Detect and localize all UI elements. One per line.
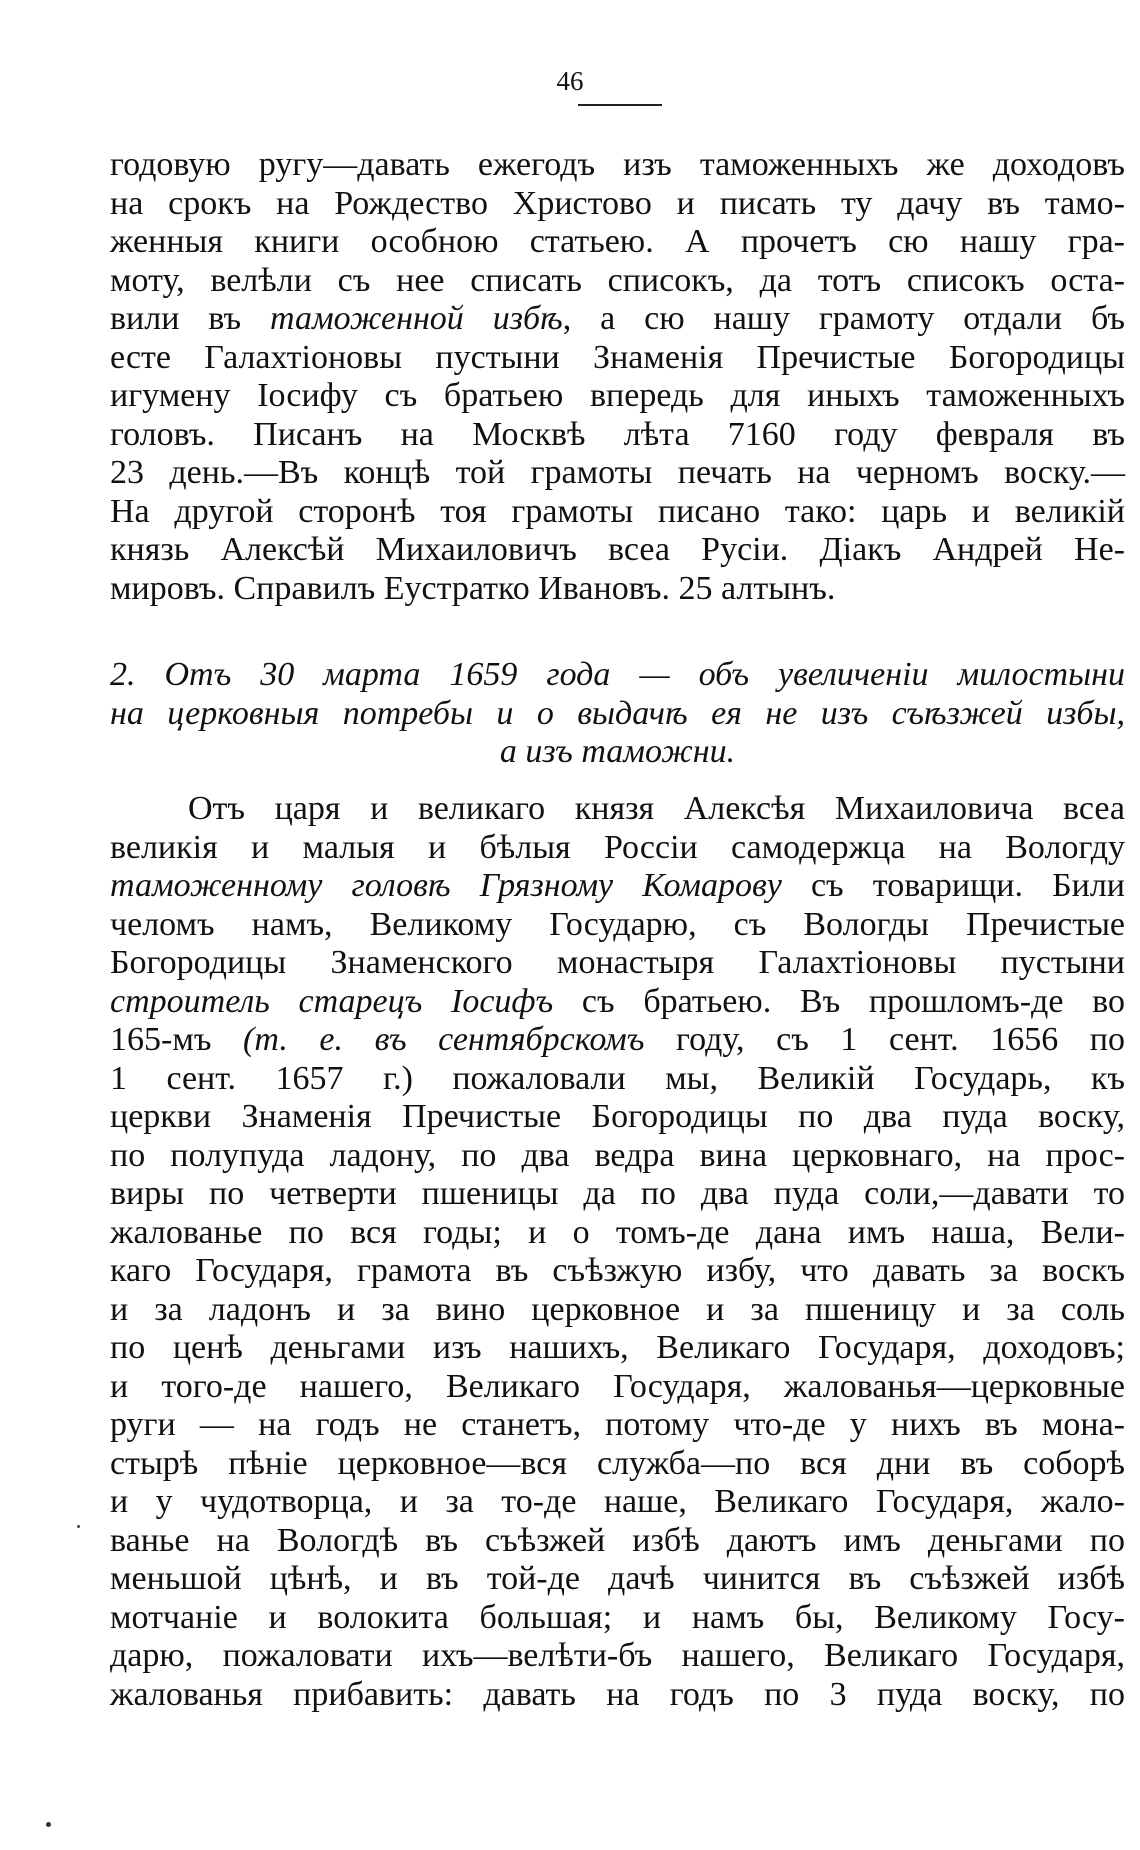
text-line <box>110 1021 1125 1060</box>
paragraph-2 <box>110 790 1125 1714</box>
page-number: 46 <box>556 66 584 96</box>
text-run: съ товарищи. Били <box>781 867 1125 904</box>
text-run: 165-мъ <box>110 1021 244 1058</box>
text-line: головъ. Писанъ на Москвѣ лѣта 7160 году февраля въ <box>110 415 1125 453</box>
italic-text-run: строитель старецъ Іосифъ <box>110 982 554 1020</box>
text-line: князь Алексѣй Михаиловичъ всеа Русіи. Діакъ Андрей Не- <box>110 531 1125 568</box>
text-line <box>110 983 1125 1022</box>
text-line: виры по четверти пшеницы да по два пуда соли,—давати то <box>110 1175 1125 1212</box>
text-line: женныя книги особною статьею. А прочетъ сю нашу гра- <box>110 223 1125 260</box>
print-speck <box>46 1822 51 1827</box>
text-line: жалованья прибавить: давать на годъ по 3 пуда воску, по <box>110 1675 1125 1713</box>
text-line: и того-де нашего, Великаго Государя, жалованья—церковные <box>110 1367 1125 1405</box>
text-run: году, съ 1 сент. 1656 по <box>644 1021 1125 1058</box>
text-line: годовую ругу—давать ежегодъ изъ таможенныхъ же доходовъ <box>110 146 1125 183</box>
italic-text-run: (т. е. въ сентябрскомъ <box>243 1021 645 1058</box>
text-line: 23 день.—Въ концѣ той грамоты печать на черномъ воску.— <box>110 454 1125 491</box>
text-line: мировъ. Справилъ Еустратко Ивановъ. 25 алтынъ. <box>110 569 836 607</box>
text-line: челомъ намъ, Великому Государю, съ Вологды Пречистые <box>110 905 1125 943</box>
text-line: стырѣ пѣніе церковное—вся служба—по вся дни въ соборѣ <box>110 1444 1125 1482</box>
text-line: руги — на годъ не станетъ, потому что-де у нихъ въ мона- <box>110 1406 1125 1443</box>
italic-text-run: таможенному головѣ Грязному Комарову <box>110 867 782 904</box>
paragraph-1 <box>110 146 1125 608</box>
text-line: 1 сент. 1657 г.) пожаловали мы, Великій Государь, къ <box>110 1059 1125 1097</box>
text-line: по полупуда ладону, по два ведра вина церковнаго, на прос- <box>110 1136 1125 1174</box>
italic-text-run: таможенной избѣ <box>269 300 563 337</box>
text-line: и у чудотворца, и за то-де наше, Великаго Государя, жало- <box>110 1483 1125 1520</box>
text-line: по ценѣ деньгами изъ нашихъ, Великаго Государя, доходовъ; <box>110 1329 1125 1366</box>
text-line: есте Галахтіоновы пустыни Знаменія Пречистые Богородицы <box>110 338 1125 376</box>
text-line: на срокъ на Рождество Христово и писать ту дачу въ тамо- <box>110 184 1125 222</box>
text-line: Отъ царя и великаго князя Алексѣя Михаиловича всеа <box>188 790 1125 827</box>
text-line: моту, велѣли съ нее списать списокъ, да тотъ списокъ оста- <box>110 261 1125 299</box>
text-line: великія и малыя и бѣлыя Россіи самодержца на Вологду <box>110 828 1125 866</box>
text-line: дарю, пожаловати ихъ—велѣти-бъ нашего, Великаго Государя, <box>110 1637 1125 1674</box>
heading-line: 2. Отъ 30 марта 1659 года — объ увеличеніи милостыни <box>110 656 1125 693</box>
text-run: вили въ <box>110 300 270 337</box>
text-line: ванье на Вологдѣ въ съѣзжей избѣ даютъ имъ деньгами по <box>110 1521 1125 1559</box>
text-line: меньшой цѣнѣ, и въ той-де дачѣ чинится въ съѣзжей избѣ <box>110 1560 1125 1597</box>
heading-line: на церковныя потребы и о выдачѣ ея не изъ съѣзжей избы, <box>110 694 1125 732</box>
section-heading <box>110 656 1125 772</box>
text-line <box>110 867 1125 906</box>
text-line: Богородицы Знаменского монастыря Галахтіоновы пустыни <box>110 944 1125 981</box>
text-line <box>110 300 1125 339</box>
text-line: и за ладонъ и за вино церковное и за пшеницу и за соль <box>110 1290 1125 1328</box>
print-speck <box>77 1525 80 1528</box>
text-line: церкви Знаменія Пречистые Богородицы по два пуда воску, <box>110 1098 1125 1135</box>
text-line: каго Государя, грамота въ съѣзжую избу, что давать за воскъ <box>110 1252 1125 1289</box>
text-line: мотчаніе и волокита большая; и намъ бы, Великому Госу- <box>110 1598 1125 1636</box>
text-line: игумену Іосифу съ братьею впередь для иныхъ таможенныхъ <box>110 377 1125 414</box>
text-run: , а сю нашу грамоту отдали бъ <box>562 300 1125 337</box>
text-line: На другой сторонѣ тоя грамоты писано тако: царь и великій <box>110 492 1125 530</box>
text-run: съ братьею. Въ прошломъ-де во <box>553 982 1125 1020</box>
page-number-underline <box>578 104 662 106</box>
heading-line: а изъ таможни. <box>499 733 736 770</box>
text-line: жалованье по вся годы; и о томъ-де дана имъ наша, Вели- <box>110 1213 1125 1251</box>
